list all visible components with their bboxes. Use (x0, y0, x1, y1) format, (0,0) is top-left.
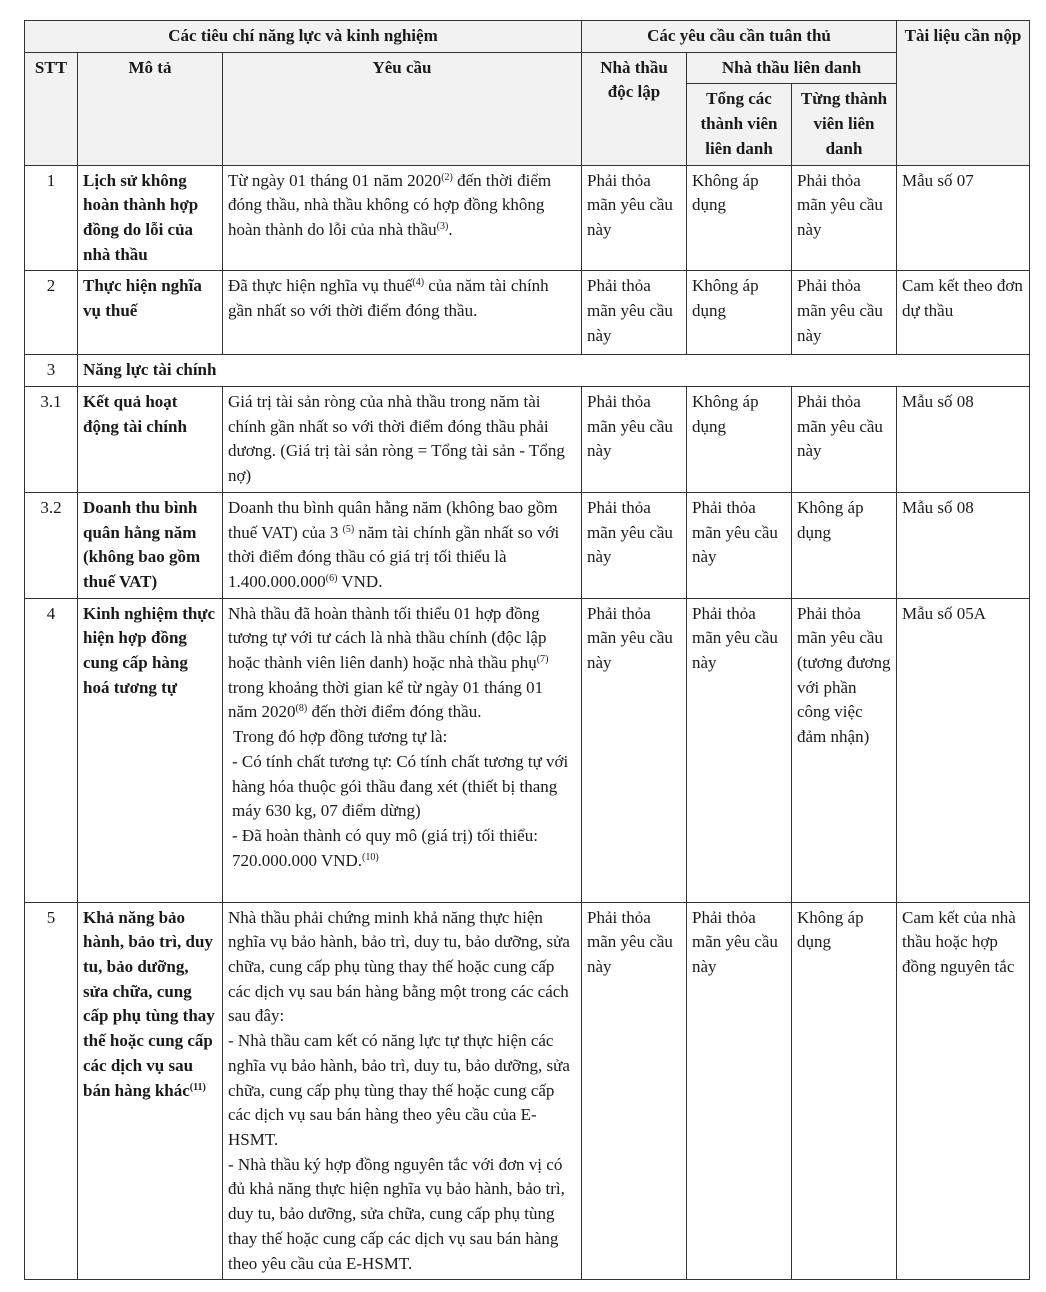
header-requirements-group: Các yêu cầu cần tuân thủ (582, 21, 897, 53)
header-row-group (25, 21, 1030, 53)
footnote-ref: (11) (189, 1081, 206, 1093)
row-description: Khả năng bảo hành, bảo trì, duy tu, bảo dưỡng, sửa chữa, cung cấp phụ tùng thay thế hoặc cung cấp các dịch vụ sau bán hàng khác$^{(11)}$ (78, 902, 223, 1280)
row-description: Thực hiện nghĩa vụ thuế (78, 271, 223, 355)
header-joint-venture: Nhà thầu liên danh (687, 52, 897, 84)
row-independent: Phải thỏa mãn yêu cầu này (582, 387, 687, 493)
footnote-ref: (3) (436, 220, 449, 232)
table-row (25, 387, 1030, 493)
row-stt: 3.2 (25, 492, 78, 598)
table-row (25, 598, 1030, 902)
footnote-ref: (8) (295, 703, 308, 715)
row-documents: Mẫu số 08 (897, 387, 1030, 493)
row-jv-all: Không áp dụng (687, 165, 792, 271)
header-documents: Tài liệu cần nộp (897, 21, 1030, 166)
row-independent: Phải thỏa mãn yêu cầu này (582, 165, 687, 271)
row-jv-each: Phải thỏa mãn yêu cầu này (792, 387, 897, 493)
row-jv-each: Không áp dụng (792, 902, 897, 1280)
row-stt: 2 (25, 271, 78, 355)
footnote-ref: (4) (412, 277, 425, 289)
row-description: Kết quả hoạt động tài chính (78, 387, 223, 493)
footnote-ref: (10) (362, 851, 379, 863)
header-jv-each: Từng thành viên liên danh (792, 84, 897, 165)
row-requirement: Doanh thu bình quân hằng năm (không bao gồm thuế VAT) của 3 $^{(5)}$ năm tài chính gần nhất so với thời điểm đóng thầu có giá trị tối thiểu là 1.400.000.000$^{(6)}$ VND. (223, 492, 582, 598)
row-requirement: Giá trị tài sản ròng của nhà thầu trong năm tài chính gần nhất so với thời điểm đóng thầu phải dương. (Giá trị tài sản ròng = Tổng tài sản - Tổng nợ) (223, 387, 582, 493)
table-row (25, 165, 1030, 271)
header-description: Mô tả (78, 52, 223, 165)
footnote-ref: (6) (325, 572, 338, 584)
header-requirement: Yêu cầu (223, 52, 582, 165)
row-jv-each: Phải thỏa mãn yêu cầu này (792, 271, 897, 355)
row-stt: 4 (25, 598, 78, 902)
row-jv-all: Phải thỏa mãn yêu cầu này (687, 902, 792, 1280)
row-requirement: Từ ngày 01 tháng 01 năm 2020$^{(2)}$ đến thời điểm đóng thầu, nhà thầu không có hợp đồng không hoàn thành do lỗi của nhà thầu$^{(3)}$. (223, 165, 582, 271)
header-row-columns (25, 52, 1030, 84)
row-description: Doanh thu bình quân hằng năm (không bao gồm thuế VAT) (78, 492, 223, 598)
row-jv-each: Phải thỏa mãn yêu cầu này (792, 165, 897, 271)
row-stt: 3.1 (25, 387, 78, 493)
row-independent: Phải thỏa mãn yêu cầu này (582, 902, 687, 1280)
row-independent: Phải thỏa mãn yêu cầu này (582, 492, 687, 598)
table-row (25, 271, 1030, 355)
row-documents: Cam kết của nhà thầu hoặc hợp đồng nguyên tắc (897, 902, 1030, 1280)
footnote-ref: (7) (536, 654, 549, 666)
row-jv-all: Không áp dụng (687, 387, 792, 493)
row-requirement: Nhà thầu phải chứng minh khả năng thực hiện nghĩa vụ bảo hành, bảo trì, duy tu, bảo dưỡng, sửa chữa, cung cấp phụ tùng thay thế hoặc cung cấp các dịch vụ sau bán hàng bằng một trong các cách sau đây: - Nhà thầu cam kết có năng lực tự thực hiện các nghĩa vụ bảo hành, bảo trì, duy tu, bảo dưỡng, sửa chữa, cung cấp phụ tùng thay thế hoặc cung cấp các dịch vụ sau bán hàng theo yêu cầu của E-HSMT. - Nhà thầu ký hợp đồng nguyên tắc với đơn vị có đủ khả năng thực hiện nghĩa vụ bảo hành, bảo trì, duy tu, bảo dưỡng, sửa chữa, cung cấp phụ tùng thay thế hoặc cung cấp các dịch vụ sau bán hàng theo yêu cầu của E-HSMT. (223, 902, 582, 1280)
row-requirement: Đã thực hiện nghĩa vụ thuế$^{(4)}$ của năm tài chính gần nhất so với thời điểm đóng thầu. (223, 271, 582, 355)
row-stt: 1 (25, 165, 78, 271)
row-documents: Mẫu số 08 (897, 492, 1030, 598)
criteria-table (24, 20, 1030, 1280)
row-description: Kinh nghiệm thực hiện hợp đồng cung cấp hàng hoá tương tự (78, 598, 223, 902)
row-stt: 5 (25, 902, 78, 1280)
row-independent: Phải thỏa mãn yêu cầu này (582, 271, 687, 355)
footnote-ref: (5) (342, 523, 355, 535)
header-criteria-group: Các tiêu chí năng lực và kinh nghiệm (25, 21, 582, 53)
table-row (25, 902, 1030, 1280)
row-jv-all: Phải thỏa mãn yêu cầu này (687, 598, 792, 902)
row-jv-each: Phải thỏa mãn yêu cầu (tương đương với phần công việc đảm nhận) (792, 598, 897, 902)
group-title: Năng lực tài chính (78, 355, 1030, 387)
row-stt: 3 (25, 355, 78, 387)
row-documents: Cam kết theo đơn dự thầu (897, 271, 1030, 355)
row-jv-each: Không áp dụng (792, 492, 897, 598)
row-independent: Phải thỏa mãn yêu cầu này (582, 598, 687, 902)
table-group-row (25, 355, 1030, 387)
row-jv-all: Không áp dụng (687, 271, 792, 355)
row-documents: Mẫu số 05A (897, 598, 1030, 902)
header-jv-all: Tổng các thành viên liên danh (687, 84, 792, 165)
footnote-ref: (2) (441, 171, 453, 183)
row-description: Lịch sử không hoàn thành hợp đồng do lỗi của nhà thầu (78, 165, 223, 271)
row-requirement: Nhà thầu đã hoàn thành tối thiểu 01 hợp đồng tương tự với tư cách là nhà thầu chính (độc lập hoặc thành viên liên danh) hoặc nhà thầu phụ$^{(7)}$ trong khoảng thời gian kể từ ngày 01 tháng 01 năm 2020$^{(8)}$ đến thời điểm đóng thầu. Trong đó hợp đồng tương tự là: - Có tính chất tương tự: Có tính chất tương tự với hàng hóa thuộc gói thầu đang xét (thiết bị thang máy 630 kg, 07 điểm dừng) - Đã hoàn thành có quy mô (giá trị) tối thiểu: 720.000.000 VND.$^{(10)}$ (223, 598, 582, 902)
header-stt: STT (25, 52, 78, 165)
header-independent: Nhà thầu độc lập (582, 52, 687, 165)
row-jv-all: Phải thỏa mãn yêu cầu này (687, 492, 792, 598)
row-documents: Mẫu số 07 (897, 165, 1030, 271)
table-row (25, 492, 1030, 598)
